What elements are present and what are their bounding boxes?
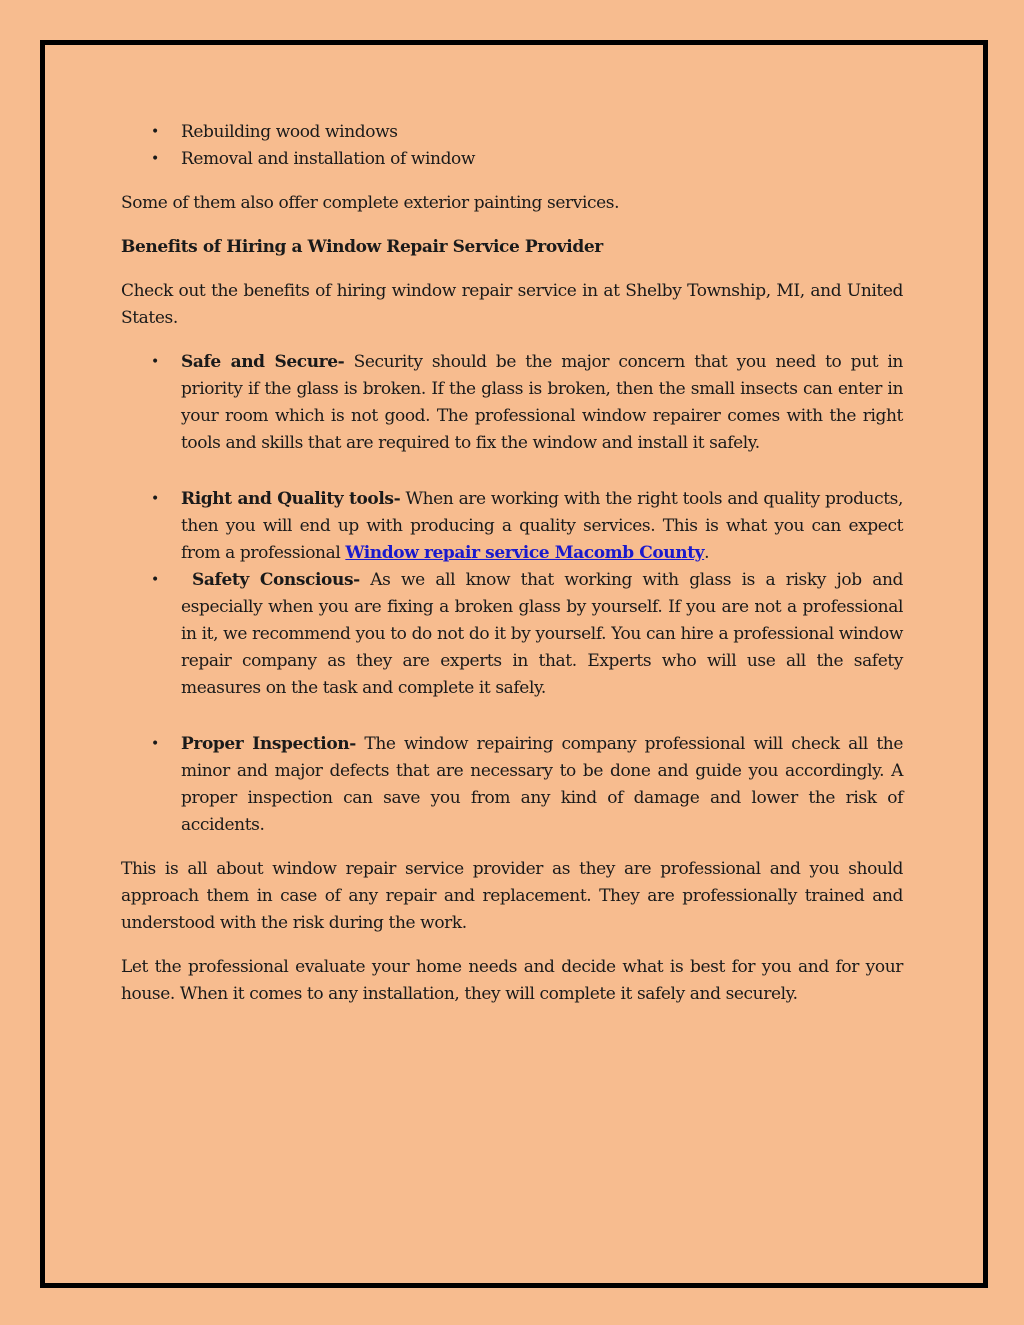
list-item bbox=[121, 119, 903, 146]
benefit-text: The window repairing company professional will check all the minor and major defects that are necessary to be done and guide you accordingly. A proper inspection can save you from any kind of damage and lower the risk of accidents. bbox=[181, 734, 903, 835]
benefit-term: Right and Quality tools- bbox=[181, 489, 401, 509]
benefit-term: Safety Conscious- bbox=[181, 570, 360, 590]
benefits-list bbox=[121, 486, 903, 702]
bullet-icon: • bbox=[151, 124, 159, 140]
benefits-list bbox=[121, 731, 903, 839]
window-repair-macomb-link[interactable]: Window repair service Macomb County bbox=[345, 543, 705, 563]
benefit-proper-inspection bbox=[121, 731, 903, 839]
section-heading: Benefits of Hiring a Window Repair Service Provider bbox=[121, 237, 603, 257]
bullet-icon: • bbox=[151, 572, 159, 588]
bullet-icon: • bbox=[151, 491, 159, 507]
bullet-icon: • bbox=[151, 354, 159, 370]
closing-paragraph: Let the professional evaluate your home needs and decide what is best for you and for your house. When it comes to any installation, they will complete it safely and securely. bbox=[121, 957, 903, 1004]
document-body bbox=[121, 119, 903, 1008]
intro-paragraph: Some of them also offer complete exterior painting services. bbox=[121, 193, 620, 213]
benefit-text-end: . bbox=[704, 543, 710, 563]
bullet-icon: • bbox=[151, 151, 159, 167]
benefit-right-and-quality-tools bbox=[121, 486, 903, 567]
closing-paragraph: This is all about window repair service provider as they are professional and you should approach them in case of any repair and replacement. They are professionally trained and understood with the risk during the work. bbox=[121, 859, 903, 933]
benefit-safety-conscious bbox=[121, 567, 903, 702]
benefit-term: Safe and Secure- bbox=[181, 352, 345, 372]
benefit-text: When are working with the right tools and quality products, then you will end up with producing a quality services. This is what you can expect from a professional bbox=[181, 489, 903, 563]
section-intro: Check out the benefits of hiring window repair service in at Shelby Township, MI, and United States. bbox=[121, 281, 903, 328]
list-item-text: Removal and installation of window bbox=[181, 149, 476, 169]
benefit-term: Proper Inspection- bbox=[181, 734, 356, 754]
benefit-text: Security should be the major concern that you need to put in priority if the glass is broken. If the glass is broken, then the small insects can enter in your room which is not good. The professional window repairer comes with the right tools and skills that are required to fix the window and install it safely. bbox=[181, 352, 903, 453]
benefit-safe-and-secure bbox=[121, 349, 903, 457]
bullet-icon: • bbox=[151, 736, 159, 752]
benefit-text: As we all know that working with glass is a risky job and especially when you are fixing a broken glass by yourself. If you are not a professional in it, we recommend you to do not do it by yourself. You can hire a professional window repair company as they are experts in that. Experts who will use all the safety measures on the task and complete it safely. bbox=[181, 570, 903, 698]
services-list bbox=[121, 119, 903, 173]
list-item bbox=[121, 146, 903, 173]
list-item-text: Rebuilding wood windows bbox=[181, 122, 398, 142]
benefits-list bbox=[121, 349, 903, 457]
